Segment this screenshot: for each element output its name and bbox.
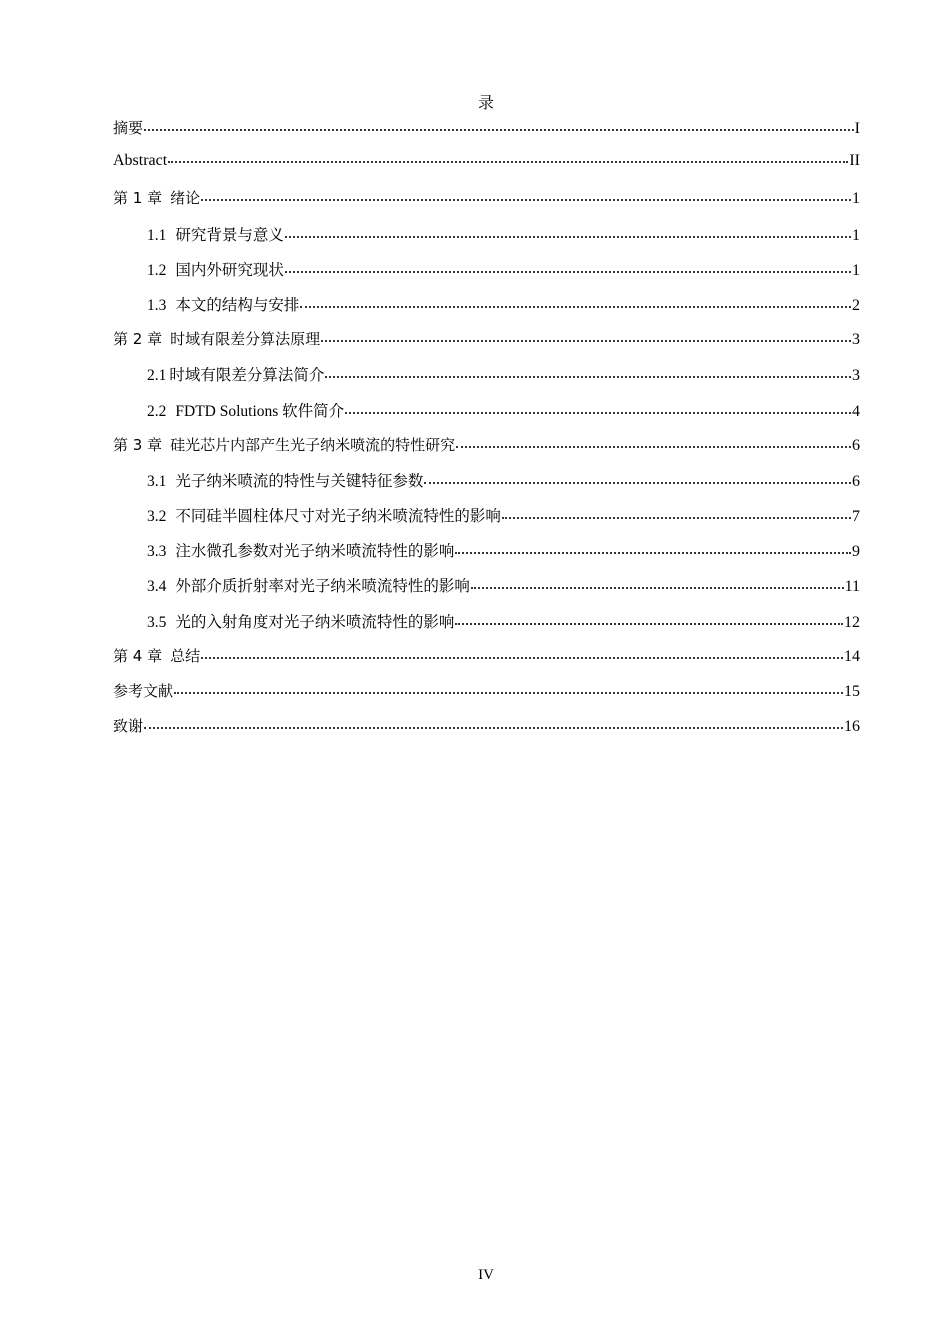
toc-entry-page: 6 [852,436,860,454]
toc-leader-dots [321,330,851,342]
toc-entry-number: 1.1 [147,226,167,244]
toc-leader-dots [144,717,843,729]
toc-entry-page: 4 [852,402,860,420]
toc-leader-dots [455,542,851,554]
toc-entry-page: 16 [844,718,860,736]
toc-entry-page: 15 [844,683,860,700]
toc-leader-dots [325,366,851,378]
toc-entry-chapter-2[interactable] [113,328,860,363]
toc-leader-dots [168,151,848,163]
toc-entry-section-1-2[interactable] [113,258,860,293]
toc-entry-number: 2.1 [147,367,167,385]
toc-entry-label: 光子纳米喷流的特性与关键特征参数 [175,472,424,490]
toc-entry-section-3-2[interactable] [113,504,860,539]
toc-entry-acknowledgements[interactable] [113,715,860,750]
toc-entry-page: 2 [852,296,860,314]
toc-entry-chapter-1[interactable] [113,187,860,222]
toc-entry-chapter-4[interactable] [113,645,860,680]
toc-leader-dots [201,189,851,201]
toc-leader-dots [285,261,851,273]
toc-entry-label: 硅光芯片内部产生光子纳米喷流的特性研究 [170,435,456,454]
toc-leader-dots [300,296,851,308]
toc-entry-number: 第 4 章 [113,646,163,665]
toc-entry-page: 14 [844,647,860,665]
toc-entry-number: 1.2 [147,261,167,279]
toc-entry-section-3-4[interactable] [113,574,860,609]
toc-leader-dots [201,647,843,659]
toc-entry-label: 时域有限差分算法原理 [170,330,321,349]
toc-entry-label: 研究背景与意义 [175,226,284,244]
toc-entry-page: 1 [852,261,860,279]
toc-entry-page: 1 [852,226,860,244]
toc-entry-number: 3.2 [147,508,167,526]
toc-entry-label: 时域有限差分算法简介 [169,367,325,385]
toc-entry-label: 外部介质折射率对光子纳米喷流特性的影响 [175,578,470,596]
toc-entry-number: 3.5 [147,613,167,631]
toc-entry-page: I [854,120,860,137]
toc-entry-references[interactable] [113,680,860,715]
toc-entry-page: 11 [844,578,860,596]
toc-entry-number: 3.4 [147,578,167,596]
toc-entry-section-1-3[interactable] [113,293,860,328]
toc-entry-number: 第 3 章 [113,435,163,454]
toc-entry-page: 1 [852,190,860,208]
toc-leader-dots [345,402,851,414]
toc-entry-section-2-1[interactable] [113,363,860,398]
toc-leader-dots [424,472,851,484]
toc-leader-dots [456,436,851,448]
toc-leader-dots [285,226,851,238]
toc-entry-abstract-zh[interactable] [113,117,860,152]
toc-entry-section-3-5[interactable] [113,610,860,645]
table-of-contents [113,117,860,750]
toc-entry-section-2-2[interactable] [113,399,860,434]
toc-entry-section-1-1[interactable] [113,223,860,258]
toc-entry-page: 9 [852,543,860,561]
toc-entry-label: Abstract [113,152,168,170]
toc-entry-page: 3 [852,331,860,349]
toc-entry-page: II [849,152,860,170]
toc-entry-number: 2.2 [147,402,167,420]
toc-entry-chapter-3[interactable] [113,434,860,469]
toc-leader-dots [502,507,851,519]
toc-entry-number: 第 2 章 [113,330,163,349]
toc-entry-label: 致谢 [113,717,144,736]
toc-entry-number: 第 1 章 [113,189,163,208]
toc-leader-dots [144,119,854,131]
toc-entry-label: 绪论 [170,189,201,208]
toc-entry-label: 国内外研究现状 [175,261,284,279]
toc-entry-label: 摘要 [113,119,144,137]
toc-entry-label: 参考文献 [113,682,174,700]
page-number: IV [478,1267,494,1283]
page-title: 录 [477,95,494,112]
toc-leader-dots [174,682,843,694]
toc-entry-section-3-1[interactable] [113,469,860,504]
toc-entry-number: 1.3 [147,296,167,314]
toc-entry-label: 不同硅半圆柱体尺寸对光子纳米喷流特性的影响 [175,508,501,526]
toc-entry-label: 本文的结构与安排 [175,296,300,314]
toc-entry-label: FDTD Solutions 软件简介 [175,402,345,420]
toc-entry-label: 总结 [170,646,201,665]
toc-entry-abstract-en[interactable] [113,152,860,187]
toc-leader-dots [455,613,843,625]
toc-entry-label: 注水微孔参数对光子纳米喷流特性的影响 [175,543,455,561]
toc-entry-page: 3 [852,367,860,385]
toc-entry-number: 3.3 [147,543,167,561]
toc-entry-page: 6 [852,472,860,490]
toc-entry-number: 3.1 [147,472,167,490]
toc-entry-label: 光的入射角度对光子纳米喷流特性的影响 [175,613,455,631]
toc-entry-page: 7 [852,508,860,526]
toc-entry-section-3-3[interactable] [113,539,860,574]
toc-entry-page: 12 [844,613,860,631]
toc-leader-dots [471,577,844,589]
